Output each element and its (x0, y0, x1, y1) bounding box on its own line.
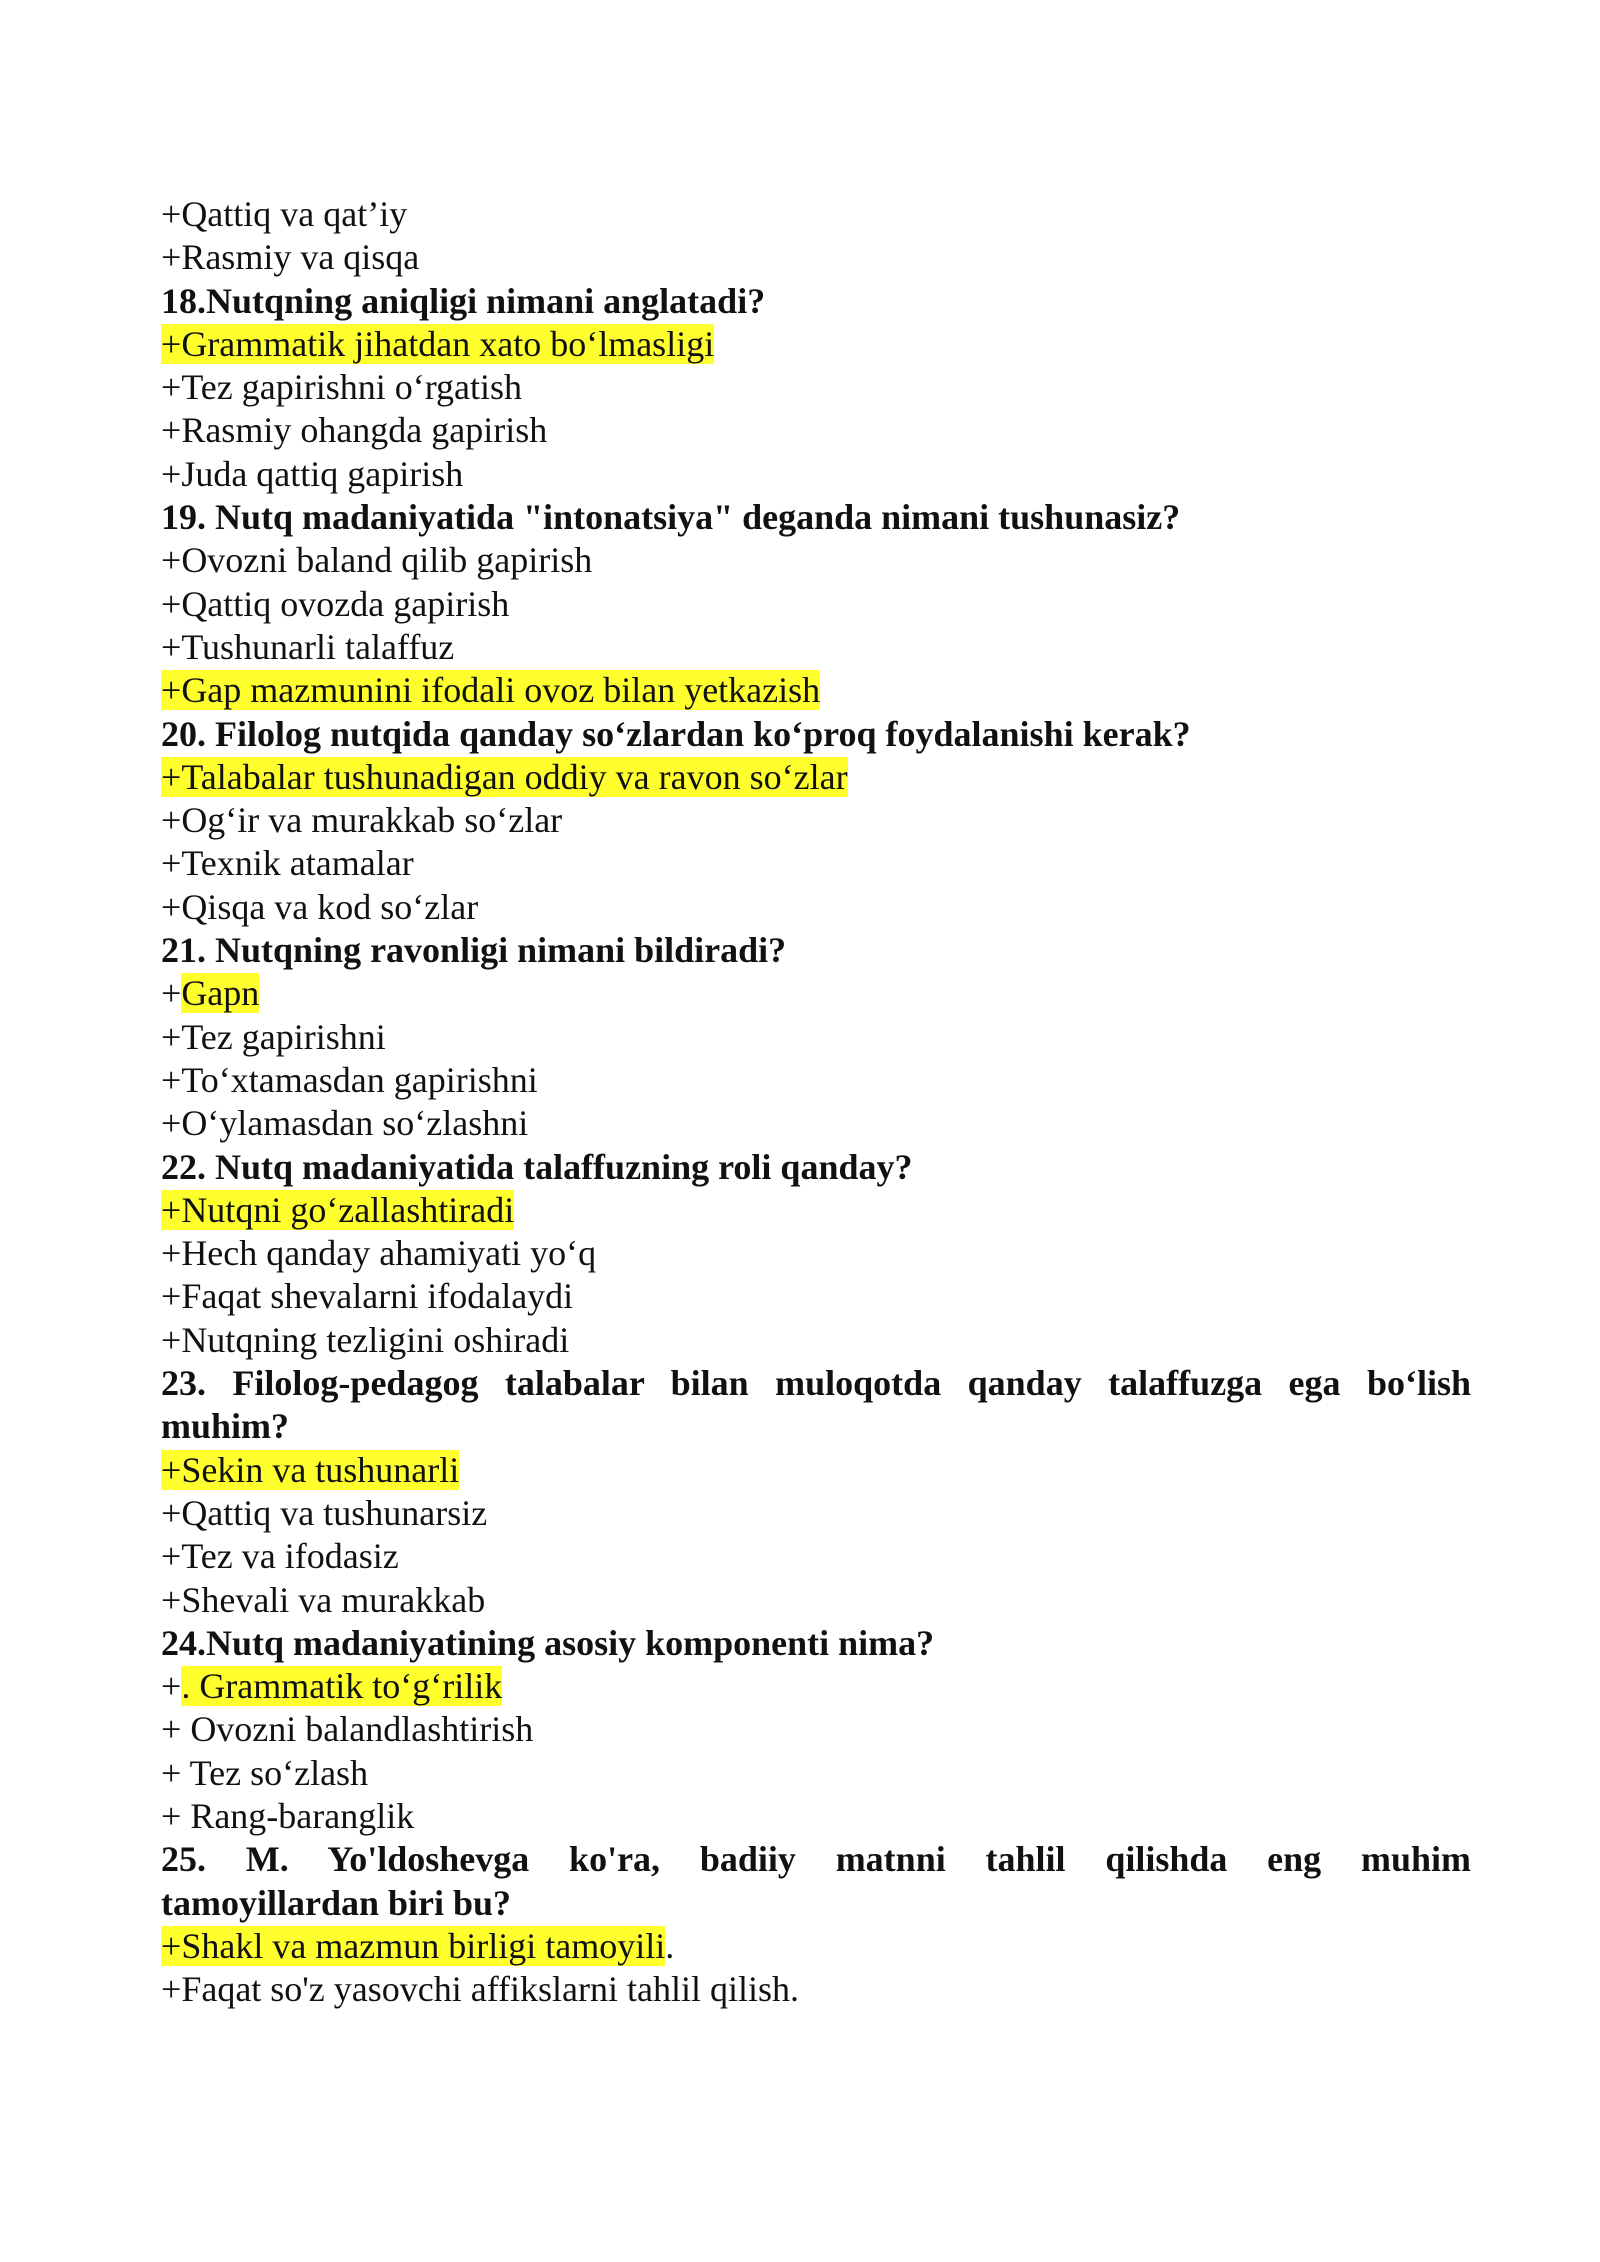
question-heading (161, 1362, 1471, 1449)
answer-option-text: Ovozni balandlashtirish (181, 1709, 534, 1750)
answer-option (161, 1016, 1471, 1059)
answer-option (161, 886, 1471, 929)
answer-option (161, 1665, 1471, 1708)
answer-option (161, 323, 1471, 366)
answer-option (161, 1535, 1471, 1578)
answer-option-plus-mark: + (161, 1536, 182, 1577)
answer-option (161, 626, 1471, 669)
question-text: 21. Nutqning ravonligi nimani bildiradi? (161, 930, 787, 971)
answer-option-text: Sekin va tushunarli (181, 1449, 460, 1490)
answer-option-plus-mark: + (161, 843, 182, 884)
answer-option-text: Rang-baranglik (181, 1795, 415, 1836)
answer-option-text: Qisqa va kod so‘zlar (181, 886, 479, 927)
answer-option (161, 1795, 1471, 1838)
answer-option-text: Qattiq ovozda gapirish (181, 583, 510, 624)
answer-option-text: Rasmiy va qisqa (181, 237, 420, 278)
answer-option-text: Gap mazmunini ifodali ovoz bilan yetkazish (181, 670, 821, 711)
answer-option-plus-mark: + (161, 756, 182, 797)
answer-option-text: Rasmiy ohangda gapirish (181, 410, 548, 451)
answer-option (161, 1319, 1471, 1362)
answer-option-text: Nutqning tezligini oshiradi (181, 1319, 570, 1360)
answer-option-plus-mark: + (161, 670, 182, 711)
question-text-line2: muhim? (161, 1406, 290, 1447)
question-heading (161, 1146, 1471, 1189)
answer-option (161, 842, 1471, 885)
answer-option-text: Shevali va murakkab (181, 1579, 486, 1620)
answer-option (161, 756, 1471, 799)
question-text-line1: 23. Filolog-pedagog talabalar bilan muloqotda qanday talaffuzga ega bo‘lish (161, 1363, 1471, 1404)
answer-option-plus-mark: + (161, 886, 182, 927)
highlighted-correct-answer (161, 1450, 459, 1490)
answer-option (161, 1189, 1471, 1232)
highlighted-correct-answer (161, 1926, 665, 1966)
answer-option (161, 1492, 1471, 1535)
answer-option-text: Tushunarli talaffuz (181, 626, 455, 667)
answer-option-plus-mark: + (161, 1752, 182, 1793)
answer-option (161, 1059, 1471, 1102)
question-heading (161, 280, 1471, 323)
answer-option-text: Grammatik jihatdan xato bo‘lmasligi (181, 323, 715, 364)
answer-option (161, 1752, 1471, 1795)
answer-option-text: Texnik atamalar (181, 843, 414, 884)
answer-option (161, 409, 1471, 452)
answer-option (161, 583, 1471, 626)
highlighted-correct-answer: Gapn (181, 973, 260, 1014)
answer-option (161, 539, 1471, 582)
answer-option-plus-mark: + (161, 540, 182, 581)
answer-option (161, 236, 1471, 279)
answer-option-text: Ovozni baland qilib gapirish (181, 540, 593, 581)
answer-option-plus-mark: + (161, 410, 182, 451)
question-heading (161, 713, 1471, 756)
question-text: 20. Filolog nutqida qanday so‘zlardan ko‘proq foydalanishi kerak? (161, 713, 1191, 754)
answer-option-plus-mark: + (161, 626, 182, 667)
answer-option-plus-mark: + (161, 1016, 182, 1057)
highlighted-correct-answer: . Grammatik to‘g‘rilik (181, 1666, 503, 1707)
answer-option-text: Talabalar tushunadigan oddiy va ravon so‘zlar (181, 756, 848, 797)
answer-option-plus-mark: + (161, 1449, 182, 1490)
answer-option-plus-mark: + (161, 1795, 182, 1836)
answer-option-plus-mark: + (161, 1666, 182, 1707)
answer-option (161, 193, 1471, 236)
answer-option-text: Qattiq va tushunarsiz (181, 1492, 488, 1533)
answer-option-plus-mark: + (161, 1709, 182, 1750)
answer-option-plus-mark: + (161, 1233, 182, 1274)
answer-option (161, 799, 1471, 842)
answer-option-text: Juda qattiq gapirish (181, 453, 464, 494)
question-heading (161, 1622, 1471, 1665)
answer-option-plus-mark: + (161, 1492, 182, 1533)
answer-option-text: Shakl va mazmun birligi tamoyili (181, 1925, 666, 1966)
answer-option-text: Qattiq va qat’iy (181, 194, 408, 234)
question-text-line2: tamoyillardan biri bu? (161, 1882, 512, 1923)
answer-option-text: Tez so‘zlash (181, 1752, 369, 1793)
answer-option-plus-mark: + (161, 1319, 182, 1360)
answer-option-plus-mark: + (161, 367, 182, 408)
answer-option-plus-mark: + (161, 1059, 182, 1100)
answer-option (161, 453, 1471, 496)
answer-option-plus-mark: + (161, 973, 182, 1014)
question-heading (161, 496, 1471, 539)
question-text-line1: 25. M. Yo'ldoshevga ko'ra, badiiy matnni tahlil qilishda eng muhim (161, 1839, 1471, 1880)
answer-option (161, 1232, 1471, 1275)
answer-option (161, 1449, 1471, 1492)
answer-option-suffix: . (665, 1925, 675, 1966)
answer-option-text: Tez va ifodasiz (181, 1536, 399, 1577)
answer-option (161, 1275, 1471, 1318)
question-text: 18.Nutqning aniqligi nimani anglatadi? (161, 280, 766, 321)
answer-option-plus-mark: + (161, 1189, 182, 1230)
answer-option-plus-mark: + (161, 1969, 182, 2010)
answer-option (161, 1102, 1471, 1145)
answer-option-plus-mark: + (161, 194, 182, 234)
answer-option-text: Faqat so'z yasovchi affikslarni tahlil qilish. (181, 1969, 800, 2010)
highlighted-correct-answer (161, 1190, 514, 1230)
question-heading (161, 1838, 1471, 1925)
answer-option-plus-mark: + (161, 800, 182, 841)
answer-option-text: To‘xtamasdan gapirishni (181, 1059, 538, 1100)
answer-option-text: Tez gapirishni (181, 1016, 386, 1057)
question-text: 24.Nutq madaniyatining asosiy komponenti nima? (161, 1622, 935, 1663)
answer-option-text: Og‘ir va murakkab so‘zlar (181, 800, 563, 841)
highlighted-correct-answer (161, 670, 820, 710)
answer-option-text: Nutqni go‘zallashtiradi (181, 1189, 515, 1230)
answer-option-text: Tez gapirishni o‘rgatish (181, 367, 523, 408)
document-body (161, 193, 1471, 2011)
answer-option (161, 1708, 1471, 1751)
question-heading (161, 929, 1471, 972)
answer-option-text: Faqat shevalarni ifodalaydi (181, 1276, 574, 1317)
highlighted-correct-answer (161, 324, 714, 364)
answer-option-plus-mark: + (161, 583, 182, 624)
answer-option-plus-mark: + (161, 453, 182, 494)
answer-option (161, 1579, 1471, 1622)
answer-option (161, 669, 1471, 712)
answer-option-text: O‘ylamasdan so‘zlashni (181, 1103, 529, 1144)
answer-option-plus-mark: + (161, 1579, 182, 1620)
answer-option (161, 366, 1471, 409)
answer-option-plus-mark: + (161, 1925, 182, 1966)
question-text: 19. Nutq madaniyatida "intonatsiya" deganda nimani tushunasiz? (161, 497, 1181, 538)
answer-option-plus-mark: + (161, 1276, 182, 1317)
answer-option-plus-mark: + (161, 1103, 182, 1144)
answer-option (161, 1925, 1471, 1968)
answer-option-text: Hech qanday ahamiyati yo‘q (181, 1233, 597, 1274)
question-text: 22. Nutq madaniyatida talaffuzning roli qanday? (161, 1146, 913, 1187)
highlighted-correct-answer (161, 757, 848, 797)
answer-option-plus-mark: + (161, 323, 182, 364)
answer-option (161, 1968, 1471, 2011)
answer-option (161, 972, 1471, 1015)
answer-option-plus-mark: + (161, 237, 182, 278)
